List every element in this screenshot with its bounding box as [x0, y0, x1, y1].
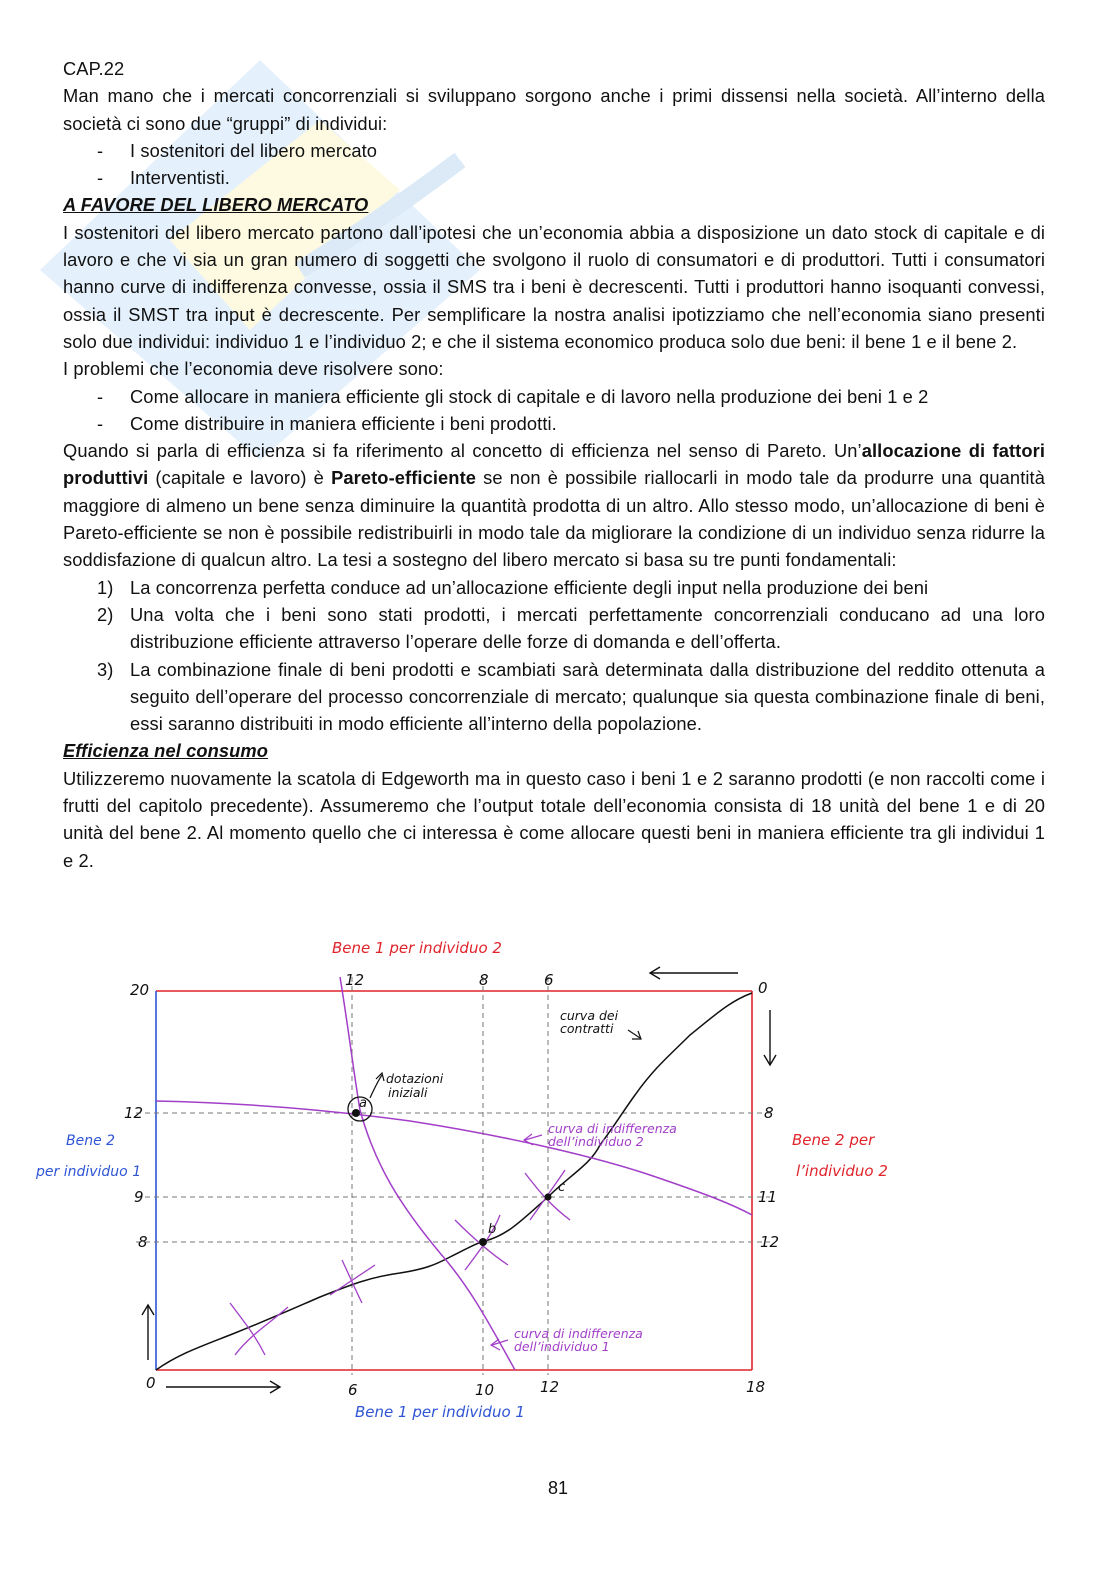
ic1-label-line1: curva di indifferenza: [514, 1326, 643, 1341]
top-tick: 8: [479, 971, 489, 989]
list-item: 2) Una volta che i beni sono stati prodotti, i mercati perfettamente concorrenziali conducano ad una loro distribuzione efficiente attraverso l’operare delle forze di domanda e dell’offerta.: [97, 603, 1045, 653]
top-tick: 6: [544, 971, 554, 989]
left-axis-title-line2: per individuo 1: [36, 1164, 142, 1180]
list-item: 3) La combinazione finale di beni prodotti e scambiati sarà determinata dalla distribuzione del reddito ottenuta a seguito dell’operare del processo concorrenziale di mercato; qualunque sia questa combinazione finale di beni, essi saranno distribuiti in modo efficiente all’interno della popolazione.: [97, 658, 1045, 735]
page-number: 81: [547, 1478, 569, 1498]
list-item: - Come distribuire in maniera efficiente i beni prodotti.: [63, 410, 1045, 437]
right-axis-title-line1: Bene 2 per: [792, 1131, 875, 1149]
bottom-tick: 18: [746, 1378, 766, 1396]
problems-list: [63, 383, 1045, 438]
point-b-marker: [479, 1238, 487, 1246]
paragraph: I sostenitori del libero mercato partono dall’ipotesi che un’economia abbia a disposizione un dato stock di capitale e di lavoro e che vi sia un gran numero di soggetti che svolgono il ruolo di consumatori e di produttori. Tutti i consumatori hanno curve di indifferenza convesse, ossia il SMS tra i beni è decrescenti. Tutti i produttori hanno isoquanti convessi, ossia il SMST tra input è decrescente. Per semplificare la nostra analisi ipotizziamo che nell’economia siano presenti solo due individui: individuo 1 e l’individuo 2; e che il sistema economico produca solo due beni: il bene 1 e il bene 2.: [63, 221, 1045, 352]
list-item: 1) La concorrenza perfetta conduce ad un’allocazione efficiente degli input nella produzione dei beni: [97, 576, 929, 598]
endowment-label-line1: dotazioni: [386, 1071, 444, 1086]
right-axis-title-line2: l’individuo 2: [796, 1162, 888, 1180]
left-tick: 8: [138, 1233, 148, 1251]
top-right-origin: 0: [758, 979, 768, 997]
list-item: - Interventisti.: [63, 164, 1045, 191]
right-tick: 12: [760, 1233, 780, 1251]
point-c-marker: [545, 1194, 552, 1201]
point-c-label: c: [558, 1180, 566, 1195]
point-b-label: b: [488, 1222, 497, 1237]
left-tick: 9: [134, 1188, 144, 1206]
indifference-curve-2: [156, 1101, 752, 1215]
bold-term: allocazione di fattori produttivi: [63, 440, 1045, 489]
list-item: - Come allocare in maniera efficiente gli stock di capitale e di lavoro nella produzione dei beni 1 e 2: [63, 383, 1045, 410]
right-tick: 11: [758, 1188, 778, 1206]
contract-curve-label-line1: curva dei: [560, 1008, 619, 1023]
dashed-guides: [136, 977, 770, 1375]
groups-list: [63, 137, 1045, 192]
contract-curve: [156, 993, 752, 1370]
bottom-tick: 6: [348, 1381, 358, 1399]
section-heading: Efficienza nel consumo: [63, 740, 269, 762]
point-a-label: a: [359, 1096, 367, 1111]
endowment-label-line2: iniziali: [388, 1085, 428, 1100]
section-heading: A FAVORE DEL LIBERO MERCATO: [63, 194, 369, 216]
paragraph: Utilizzeremo nuovamente la scatola di Edgeworth ma in questo caso i beni 1 e 2 saranno prodotti (e non raccolti come i frutti del capitolo precedente). Assumeremo che l’output totale dell’economia consista di 18 unità del bene 1 e di 20 unità del bene 2. Al momento quello che ci interessa è come allocare questi beni in maniera efficiente tra gli individui 1 e 2.: [63, 767, 1045, 871]
pareto-paragraph: Quando si parla di efficienza si fa riferimento al concetto di efficienza nel senso di Pareto. Un’allocazione di fattori produttivi (capitale e lavoro) è Pareto-efficiente se non è possibile riallocarli in modo tale da produrre una quantità maggiore di almeno un bene senza diminuire la quantità prodotta di un altro. Allo stesso modo, un’allocazione di beni è Pareto-efficiente se non è possibile redistribuirli in modo tale da migliorare la condizione di un individuo senza ridurre la soddisfazione di qualcun altro. La tesi a sostegno del libero mercato si basa su tre punti fondamentali:: [63, 440, 1045, 571]
bottom-tick: 12: [540, 1378, 560, 1396]
document-body: [63, 55, 1045, 874]
contract-curve-label-line2: contratti: [560, 1021, 614, 1036]
bottom-tick: 10: [475, 1381, 495, 1399]
bold-term: Pareto-efficiente: [331, 467, 477, 489]
ic2-label-line2: dell’individuo 2: [548, 1134, 644, 1149]
intro-paragraph: Man mano che i mercati concorrenziali si sviluppano sorgono anche i primi dissensi nella società. All’interno della società ci sono due “gruppi” di individui:: [63, 85, 1045, 134]
bottom-axis-title: Bene 1 per individuo 1: [355, 1403, 525, 1421]
chapter-label: CAP.22: [63, 58, 125, 79]
bottom-tick: 0: [146, 1374, 156, 1392]
ic1-label-line2: dell’individuo 1: [514, 1339, 610, 1354]
list-item: - I sostenitori del libero mercato: [63, 137, 1045, 164]
top-axis-title: Bene 1 per individuo 2: [332, 939, 502, 957]
indifference-curve-1: [340, 977, 515, 1370]
right-tick: 8: [764, 1104, 774, 1122]
points-list: [63, 574, 1045, 738]
direction-arrows: [142, 967, 776, 1393]
left-tick: 20: [130, 981, 150, 999]
left-axis-title-line1: Bene 2: [66, 1133, 116, 1149]
ic2-label-line1: curva di indifferenza: [548, 1121, 677, 1136]
paragraph: I problemi che l’economia deve risolvere sono:: [63, 358, 444, 380]
edgeworth-box-diagram: [30, 935, 950, 1425]
top-tick: 12: [345, 971, 365, 989]
left-tick: 12: [124, 1104, 144, 1122]
